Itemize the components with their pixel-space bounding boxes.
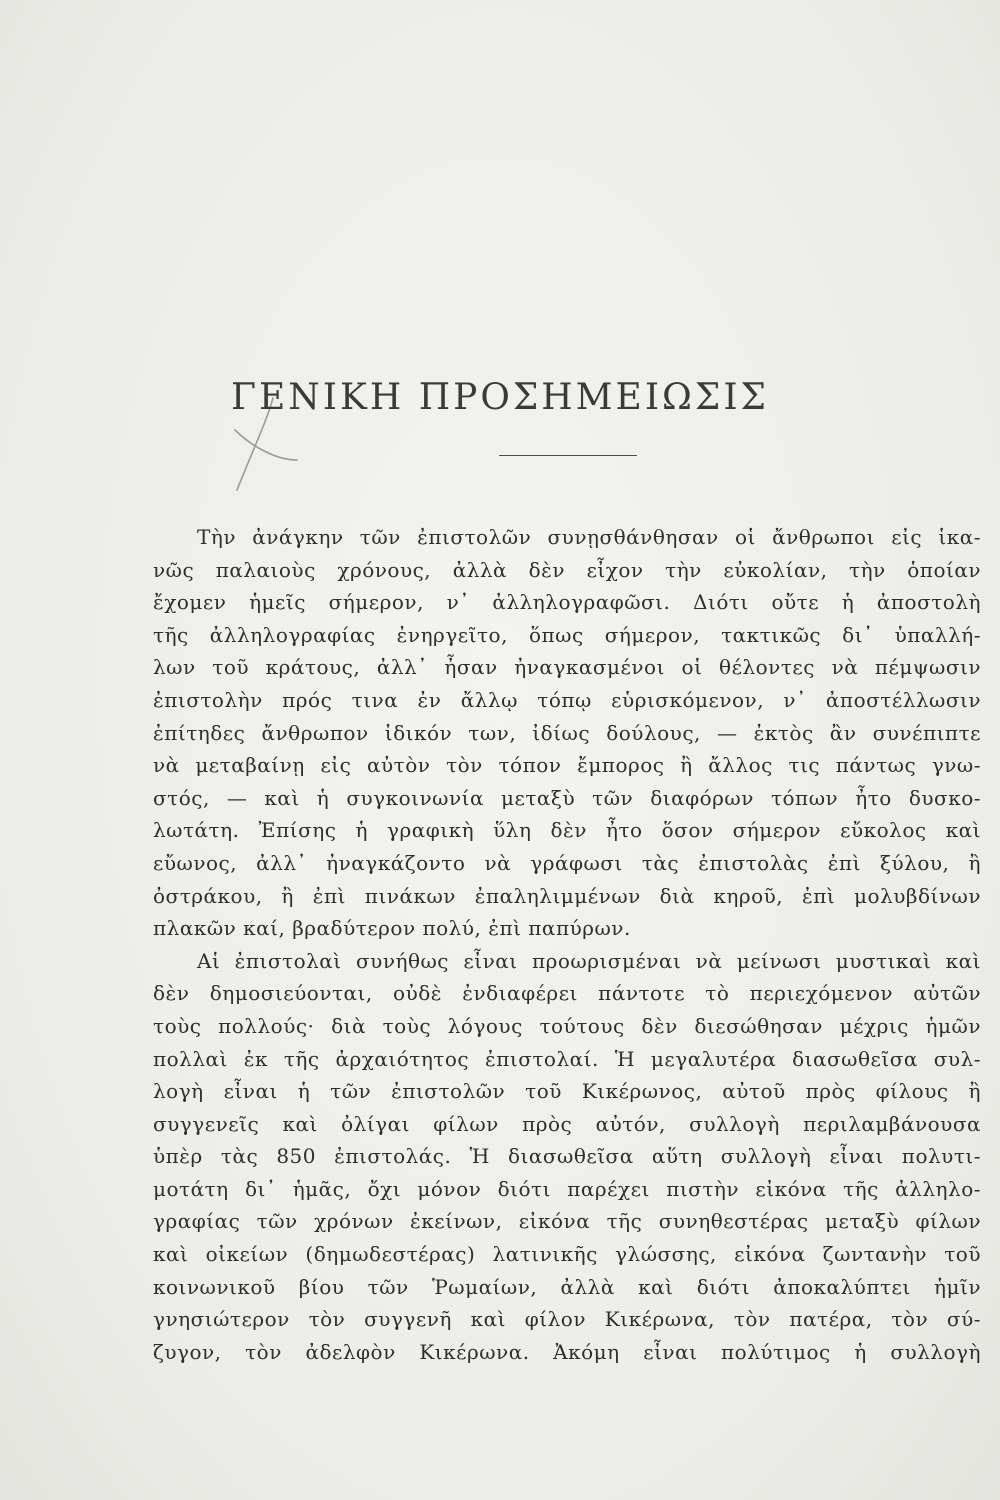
text-line: Αἱ ἐπιστολαὶ συνήθως εἶναι προωρισμέναι νὰ μείνωσι μυστικαὶ καὶ xyxy=(197,948,981,973)
text-line: λων τοῦ κράτους, ἀλλ᾽ ἦσαν ἠναγκασμένοι οἱ θέλοντες νὰ πέμψωσιν xyxy=(153,655,981,680)
text-line: ὀστράκου, ἢ ἐπὶ πινάκων ἐπαληλιμμένων διὰ κηροῦ, ἐπὶ μολυβδίνων xyxy=(153,883,981,908)
text-line: ζυγον, τὸν ἀδελφὸν Κικέρωνα. Ἀκόμη εἶναι πολύτιμος ἡ συλλογὴ xyxy=(153,1339,981,1364)
text-line: νῶς παλαιοὺς χρόνους, ἀλλὰ δὲν εἶχον τὴν εὐκολίαν, τὴν ὁποίαν xyxy=(153,557,981,582)
text-line: δὲν δημοσιεύονται, οὐδὲ ἐνδιαφέρει πάντοτε τὸ περιεχόμενον αὐτῶν xyxy=(153,981,981,1006)
page-title: ΓΕΝΙΚΗ ΠΡΟΣΗΜΕΙΩΣΙΣ xyxy=(230,377,770,418)
paragraph-1 xyxy=(153,521,981,945)
text-line: Τὴν ἀνάγκην τῶν ἐπιστολῶν συνῃσθάνθησαν οἱ ἄνθρωποι εἰς ἱκα- xyxy=(197,525,981,549)
text-line: καὶ οἰκείων (δημωδεστέρας) λατινικῆς γλώσσης, εἰκόνα ζωντανὴν τοῦ xyxy=(153,1242,981,1267)
text-line: λογὴ εἶναι ἡ τῶν ἐπιστολῶν τοῦ Κικέρωνος, αὐτοῦ πρὸς φίλους ἢ xyxy=(153,1079,981,1104)
text-line: ἐπιστολὴν πρός τινα ἐν ἄλλῳ τόπῳ εὑρισκόμενον, ν᾽ ἀποστέλλωσιν xyxy=(153,687,981,712)
text-line: μοτάτη δι᾽ ἡμᾶς, ὄχι μόνον διότι παρέχει πιστὴν εἰκόνα τῆς ἀλληλο- xyxy=(153,1176,981,1201)
text-line: λωτάτη. Ἐπίσης ἡ γραφικὴ ὕλη δὲν ἦτο ὅσον σήμερον εὔκολος καὶ xyxy=(153,818,981,843)
text-line: τοὺς πολλούς· διὰ τοὺς λόγους τούτους δὲν διεσώθησαν μέχρις ἡμῶν xyxy=(153,1013,981,1038)
text-line: τῆς ἀλληλογραφίας ἐνηργεῖτο, ὅπως σήμερον, τακτικῶς δι᾽ ὑπαλλή- xyxy=(153,622,981,647)
text-line: ὑπὲρ τὰς 850 ἐπιστολάς. Ἡ διασωθεῖσα αὕτη συλλογὴ εἶναι πολυτι- xyxy=(153,1144,981,1169)
text-line: ἐπίτηδες ἄνθρωπον ἰδικόν των, ἰδίως δούλους, — ἐκτὸς ἂν συνέπιπτε xyxy=(153,720,981,745)
text-line: πλακῶν καί, βραδύτερον πολύ, ἐπὶ παπύρων. xyxy=(153,916,631,941)
text-line: εὔωνος, ἀλλ᾽ ἠναγκάζοντο νὰ γράφωσι τὰς ἐπιστολὰς ἐπὶ ξύλου, ἢ xyxy=(153,850,981,875)
text-line: γραφίας τῶν χρόνων ἐκείνων, εἰκόνα τῆς συνηθεστέρας μεταξὺ φίλων xyxy=(153,1209,981,1234)
text-line: γνησιώτερον τὸν συγγενῆ καὶ φίλον Κικέρωνα, τὸν πατέρα, τὸν σύ- xyxy=(153,1307,981,1332)
text-line: ἔχομεν ἡμεῖς σήμερον, ν᾽ ἀλληλογραφῶσι. Διότι οὔτε ἡ ἀποστολὴ xyxy=(153,590,981,615)
body-text xyxy=(153,521,981,1368)
text-line: κοινωνικοῦ βίου τῶν Ῥωμαίων, ἀλλὰ καὶ διότι ἀποκαλύπτει ἡμῖν xyxy=(153,1274,981,1299)
text-line: συγγενεῖς καὶ ὀλίγαι φίλων πρὸς αὐτόν, συλλογὴ περιλαμβάνουσα xyxy=(153,1111,981,1136)
text-line: πολλαὶ ἐκ τῆς ἀρχαιότητος ἐπιστολαί. Ἡ μεγαλυτέρα διασωθεῖσα συλ- xyxy=(153,1046,981,1071)
title-divider xyxy=(499,455,637,456)
paragraph-2 xyxy=(153,945,981,1369)
text-line: στός, — καὶ ἡ συγκοινωνία μεταξὺ τῶν διαφόρων τόπων ἦτο δυσκο- xyxy=(153,785,981,810)
text-line: νὰ μεταβαίνῃ εἰς αὐτὸν τὸν τόπον ἔμπορος ἢ ἄλλος τις πάντως γνω- xyxy=(153,753,981,778)
